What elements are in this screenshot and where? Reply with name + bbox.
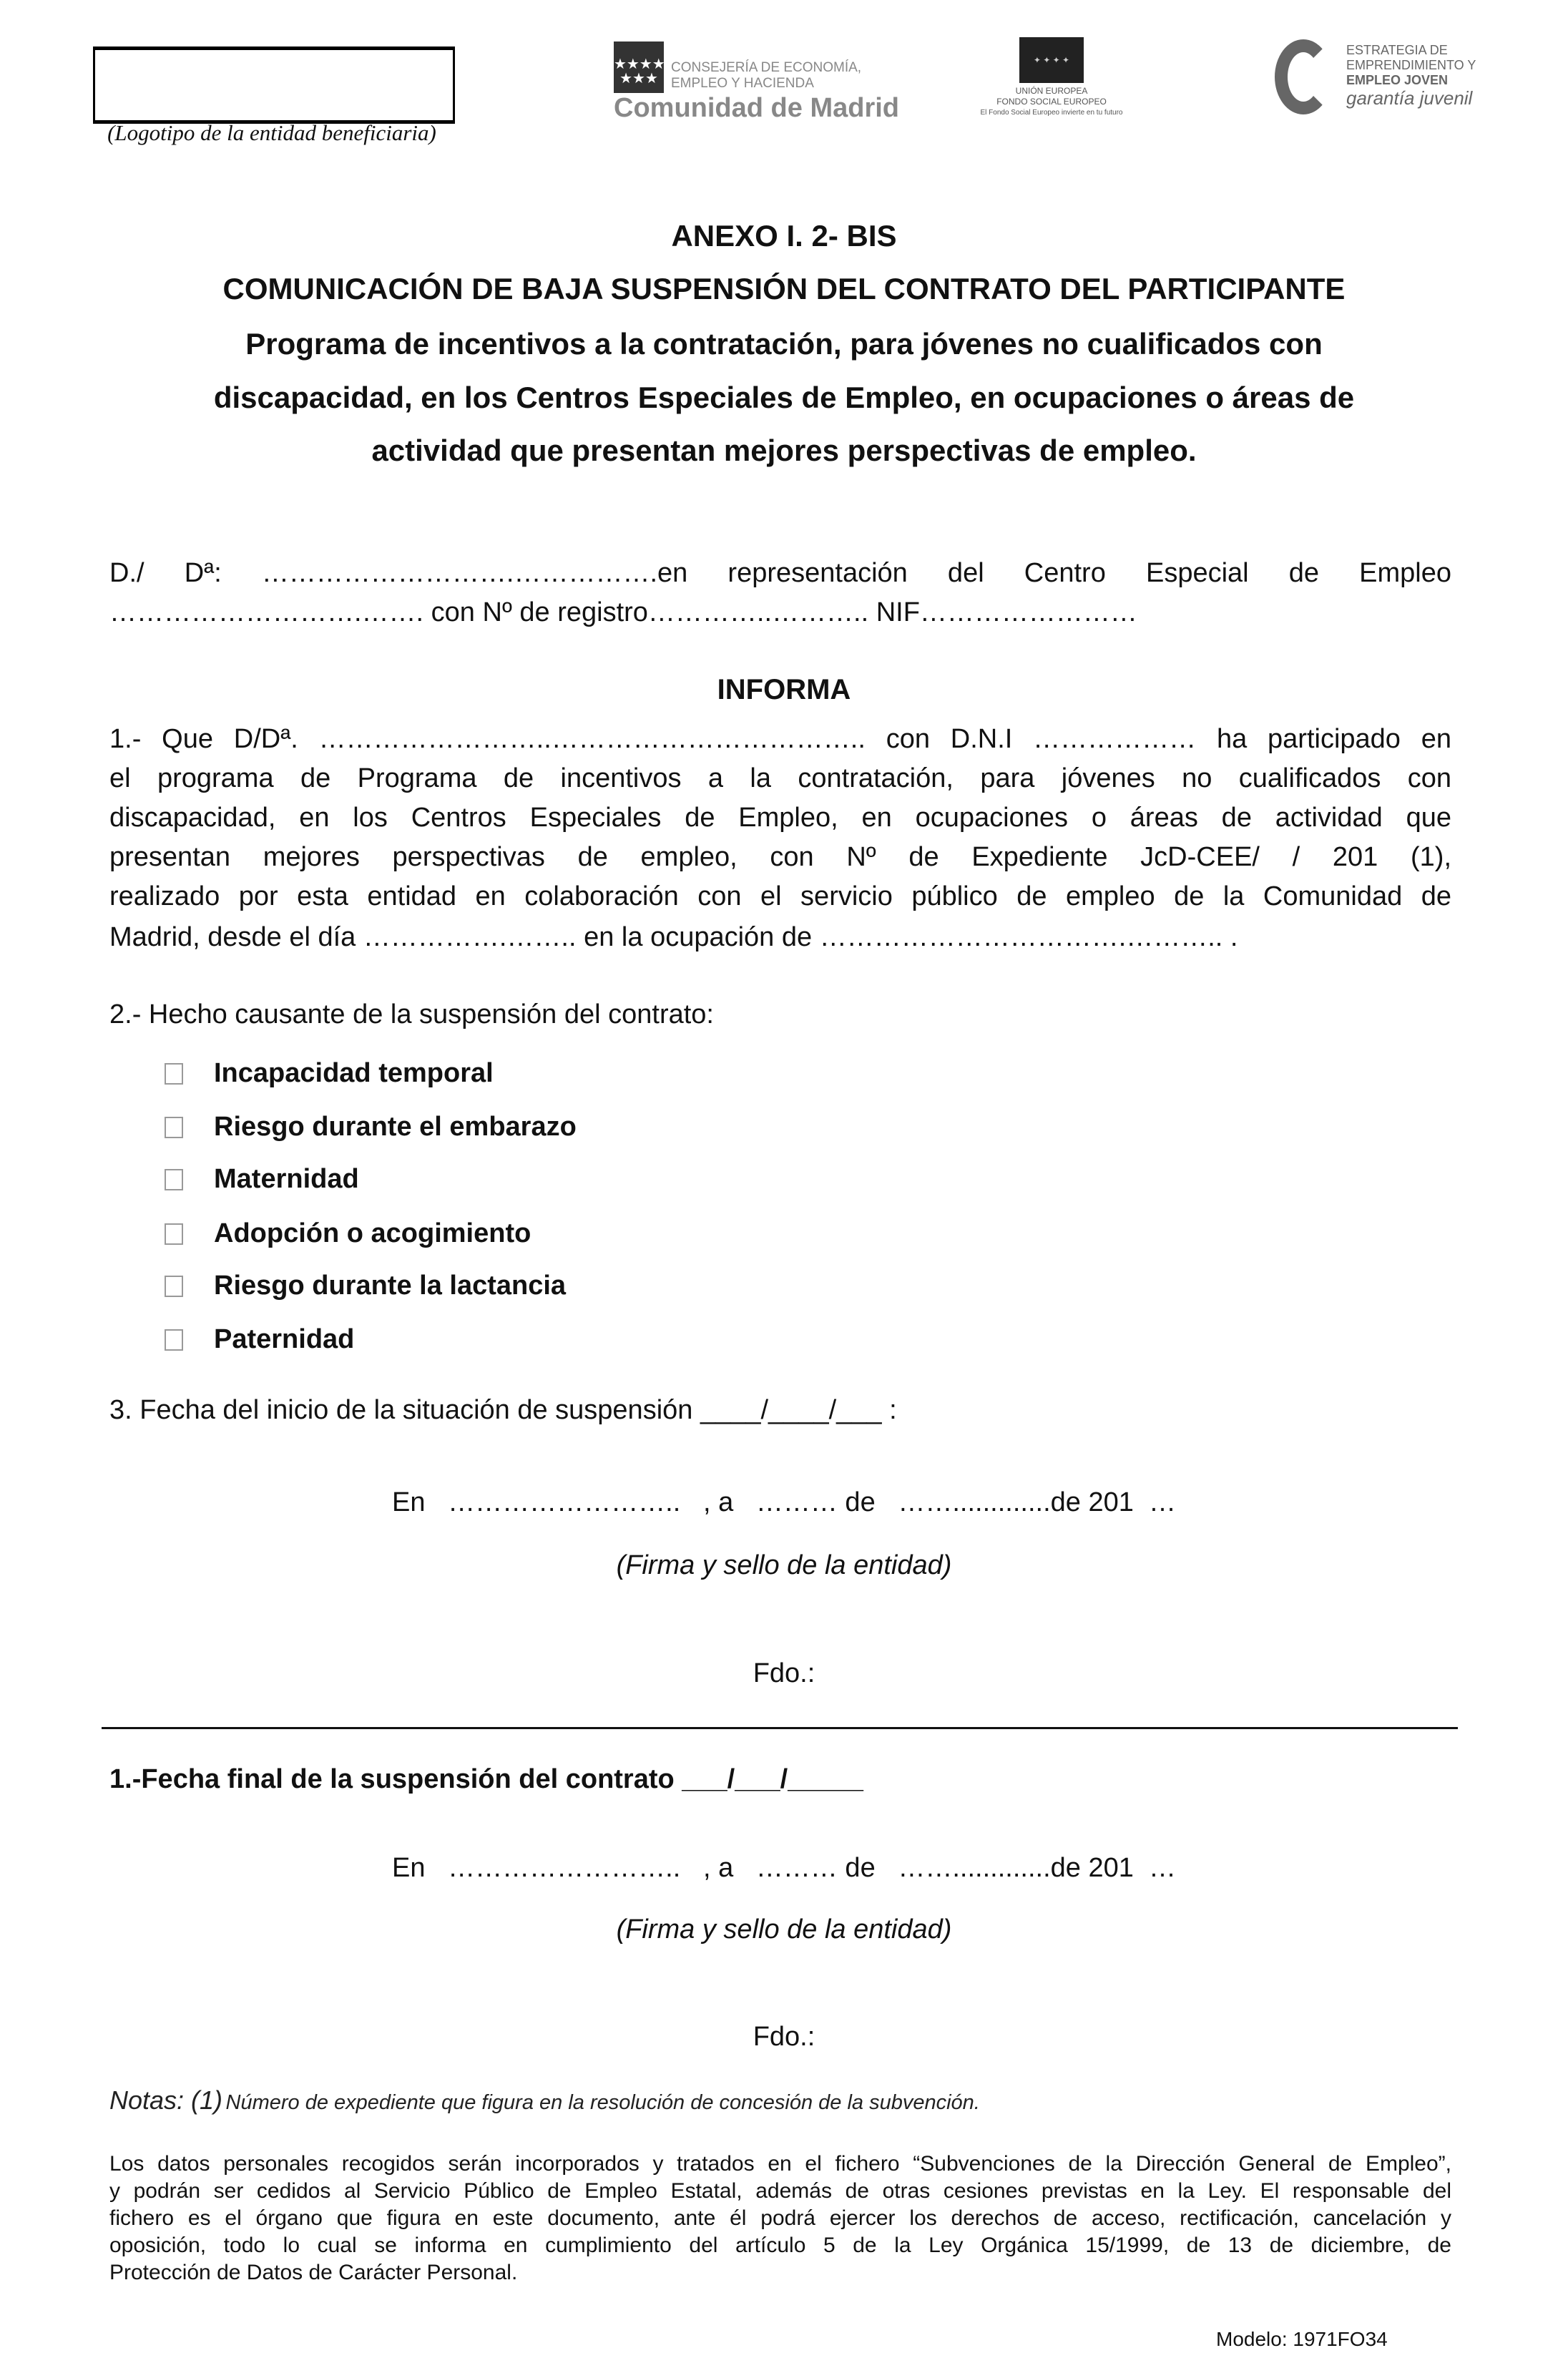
section1-line: discapacidad, en los Centros Especiales de Empleo, en ocupaciones o áreas de actividad que — [109, 803, 1451, 833]
legal-line: Protección de Datos de Carácter Personal. — [109, 2261, 518, 2284]
intro-line2: ……………………….……. con Nº de registro…………..……….. NIF…………………… — [109, 597, 1137, 627]
signed-by-label: Fdo.: — [753, 2022, 815, 2052]
signed-by-label: Fdo.: — [753, 1658, 815, 1688]
data-protection-notice — [109, 2151, 1451, 2286]
section1-line: 1.- Que D/Dª. ……………………..…………………………….. con D.N.I ……………… ha participado en — [109, 724, 1451, 754]
eu-logo-line2: FONDO SOCIAL EUROPEO — [996, 97, 1107, 107]
option-label: Incapacidad temporal — [214, 1058, 494, 1088]
section1-line: realizado por esta entidad en colaboración con el servicio público de empleo de la Comunidad de — [109, 881, 1451, 911]
informa-heading: INFORMA — [717, 674, 851, 705]
garantia-logo-line2: EMPRENDIMIENTO Y — [1346, 58, 1476, 72]
section1-line: presentan mejores perspectivas de empleo, con Nº de Expediente JcD-CEE/ / 201 (1), — [109, 842, 1451, 872]
logo-caption: (Logotipo de la entidad beneficiaria) — [107, 120, 436, 145]
program-title-line1: Programa de incentivos a la contratación, para jóvenes no cualificados con — [245, 327, 1323, 361]
divider — [102, 1727, 1458, 1729]
checkbox-paternidad[interactable] — [165, 1329, 183, 1351]
comunidad-madrid-logo — [614, 41, 928, 123]
signature-caption: (Firma y sello de la entidad) — [616, 1914, 952, 1944]
intro-line1: D./ Dª: ……………………….…………….en representación del Centro Especial de Empleo — [109, 558, 1451, 588]
garantia-swoosh-icon — [1275, 39, 1332, 114]
option-label: Maternidad — [214, 1164, 359, 1194]
notes-text: Número de expediente que figura en la resolución de concesión de la subvención. — [225, 2091, 980, 2114]
eu-logo — [959, 37, 1145, 123]
option-label: Adopción o acogimiento — [214, 1218, 531, 1248]
option-label: Riesgo durante el embarazo — [214, 1112, 577, 1142]
garantia-logo-line1: ESTRATEGIA DE — [1346, 43, 1448, 57]
garantia-logo-name: garantía juvenil — [1346, 87, 1473, 109]
checkbox-maternidad[interactable] — [165, 1169, 183, 1190]
madrid-stars-icon: ★★★★ ★★★ — [614, 41, 664, 93]
place-date-line: En …………………….. , a ……… de …….............de 201 … — [392, 1853, 1176, 1883]
checkbox-adopcion[interactable] — [165, 1223, 183, 1245]
option-label: Paternidad — [214, 1324, 355, 1354]
madrid-logo-name: Comunidad de Madrid — [614, 93, 899, 123]
madrid-logo-line2: EMPLEO Y HACIENDA — [671, 76, 814, 91]
eu-flag-icon: ✦ ✦ ✦ ✦ — [1019, 37, 1084, 83]
garantia-juvenil-logo — [1275, 36, 1518, 122]
checkbox-riesgo-embarazo[interactable] — [165, 1117, 183, 1138]
garantia-logo-line3: EMPLEO JOVEN — [1346, 73, 1449, 87]
program-title-line3: actividad que presentan mejores perspectivas de empleo. — [371, 434, 1197, 467]
section1-line: el programa de Programa de incentivos a la contratación, para jóvenes no cualificados con — [109, 763, 1451, 793]
section3-start-date: 3. Fecha del inicio de la situación de suspensión ____/____/___ : — [109, 1395, 897, 1425]
option-label: Riesgo durante la lactancia — [214, 1271, 567, 1301]
checkbox-incapacidad-temporal[interactable] — [165, 1063, 183, 1085]
beneficiary-logo-placeholder — [93, 47, 455, 124]
checkbox-riesgo-lactancia[interactable] — [165, 1276, 183, 1297]
annex-title: ANEXO I. 2- BIS — [671, 219, 897, 253]
legal-line: Los datos personales recogidos serán incorporados y tratados en el fichero “Subvenciones de la Dirección General de Empleo”, — [109, 2152, 1451, 2176]
eu-logo-line3: El Fondo Social Europeo invierte en tu futuro — [980, 109, 1123, 117]
form-model-code: Modelo: 1971FO34 — [1216, 2328, 1388, 2350]
legal-line: y podrán ser cedidos al Servicio Público de Empleo Estatal, además de otras cesiones previstas en la Ley. El responsable del — [109, 2179, 1451, 2203]
signature-caption: (Firma y sello de la entidad) — [616, 1550, 952, 1580]
madrid-logo-line1: CONSEJERÍA DE ECONOMÍA, — [671, 60, 862, 75]
section2-heading: 2.- Hecho causante de la suspensión del contrato: — [109, 999, 714, 1029]
program-title-line2: discapacidad, en los Centros Especiales de Empleo, en ocupaciones o áreas de — [213, 381, 1355, 414]
legal-line: oposición, todo lo cual se informa en cumplimiento del artículo 5 de la Ley Orgánica 15/1999, de 13 de diciembre, de — [109, 2234, 1451, 2257]
place-date-line: En …………………….. , a ……… de …….............de 201 … — [392, 1487, 1176, 1517]
eu-logo-line1: UNIÓN EUROPEA — [1015, 86, 1088, 96]
document-title: COMUNICACIÓN DE BAJA SUSPENSIÓN DEL CONTRATO DEL PARTICIPANTE — [222, 272, 1346, 305]
section1-line: Madrid, desde el día …………….…….. en la ocupación de …………………………….……….. . — [109, 922, 1238, 952]
notes-label: Notas: (1) — [109, 2085, 223, 2115]
final-date-line: 1.-Fecha final de la suspensión del contrato ___/___/_____ — [109, 1764, 863, 1794]
legal-line: fichero es el órgano que figura en este documento, ante él podrá ejercer los derechos de acceso, rectificación, cancelación y — [109, 2206, 1451, 2230]
notes — [109, 2085, 980, 2115]
